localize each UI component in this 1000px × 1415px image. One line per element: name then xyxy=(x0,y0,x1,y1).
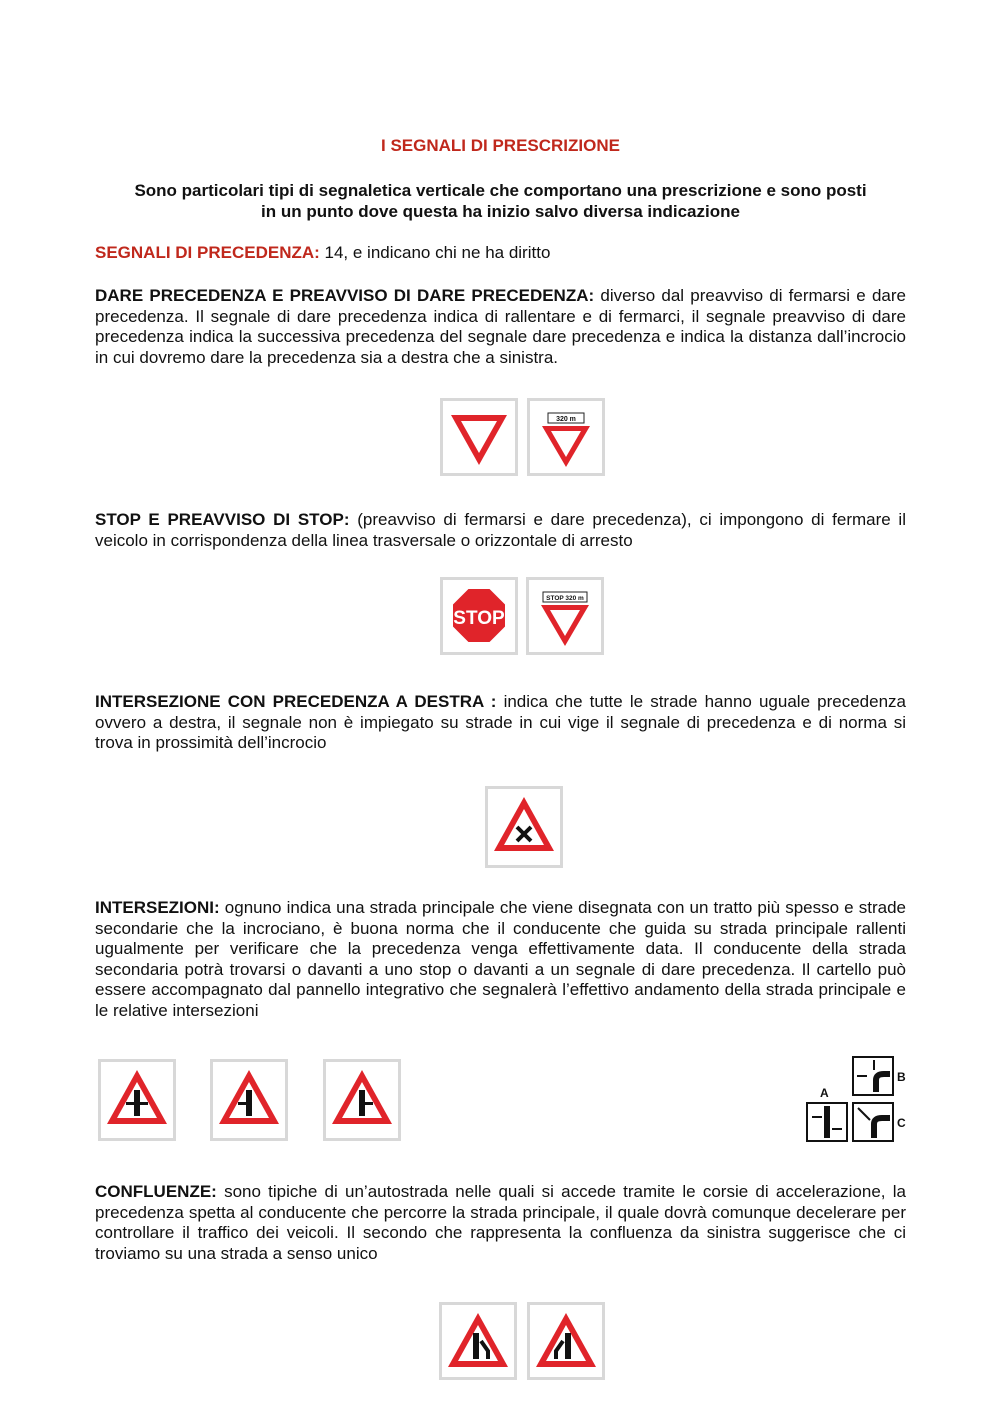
intersection-sign-1-icon xyxy=(98,1059,176,1141)
section-stop xyxy=(95,510,906,551)
section-confluenze xyxy=(95,1182,906,1264)
section-heading: SEGNALI DI PRECEDENZA: xyxy=(95,243,320,262)
section-intersezione-destra xyxy=(95,692,906,754)
merge-right-sign-icon xyxy=(439,1302,517,1380)
section-heading: STOP E PREAVVISO DI STOP: xyxy=(95,510,350,529)
section-text: diverso dal preavviso di fermarsi e dare precedenza. Il segnale di dare precedenza indica di rallentare e di fermarci, il segnale preavviso di dare precedenza indica la successiva precedenza del segnale dare precedenza e indica la distanza dall’incrocio in cui dovremo dare la precedenza sia a destra che a sinistra. xyxy=(95,286,906,367)
section-heading: INTERSEZIONI: xyxy=(95,898,220,917)
section-heading: DARE PRECEDENZA E PREAVVISO DI DARE PRECEDENZA: xyxy=(95,286,595,305)
section-text: sono tipiche di un’autostrada nelle quali si accede tramite le corsie di accelerazione, la precedenza spetta al conducente che percorre la strada principale, il quale dovrà comunque decelerare per controllare il traffico dei veicoli. Il secondo che rappresenta la confluenza da sinistra suggerisce che ci troviamo su una strada a senso unico xyxy=(95,1182,906,1263)
intersection-sign-2-icon xyxy=(210,1059,288,1141)
panel-letter-c: C xyxy=(897,1116,906,1130)
section-intersezioni xyxy=(95,898,906,1021)
section-text: ognuno indica una strada principale che viene disegnata con un tratto più spesso e strade secondarie che la incrociano, è buona norma che il conducente che guida su strada principale rallenti ugualmente per verificare che la precedenza venga effettivamente data. Il conducente della strada secondaria potrà trovarsi o davanti a uno stop o davanti a un segnale di dare precedenza. Il cartello può essere accompagnato dal pannello integrativo che segnalerà l’effettivo andamento della strada principale e le relative intersezioni xyxy=(95,898,906,1020)
panel-label: STOP 320 m xyxy=(546,595,584,602)
panel-letter-a: A xyxy=(820,1086,829,1100)
right-priority-intersection-sign-icon xyxy=(485,786,563,868)
section-heading: INTERSEZIONE CON PRECEDENZA A DESTRA : xyxy=(95,692,497,711)
subtitle-line-2: in un punto dove questa ha inizio salvo diversa indicazione xyxy=(261,202,740,221)
stop-word: STOP xyxy=(453,608,505,629)
give-way-sign-icon xyxy=(440,398,518,476)
stop-advance-sign-icon xyxy=(526,577,604,655)
section-text: 14, e indicano chi ne ha diritto xyxy=(319,243,551,262)
section-precedenza xyxy=(95,243,906,264)
stop-sign-icon xyxy=(440,577,518,655)
section-text: indica che tutte le strade hanno uguale precedenza ovvero a destra, il segnale non è impiegato su strade in cui vige il segnale di precedenza e di norma si trova in prossimità dell’incrocio xyxy=(95,692,906,752)
subtitle-line-1: Sono particolari tipi di segnaletica verticale che comportano una prescrizione e sono posti xyxy=(134,181,867,200)
give-way-advance-sign-icon xyxy=(527,398,605,476)
panel-b-icon xyxy=(852,1056,894,1096)
merge-left-sign-icon xyxy=(527,1302,605,1380)
panel-a-icon xyxy=(806,1102,848,1142)
page-subtitle xyxy=(95,180,906,222)
section-dare-precedenza xyxy=(95,286,906,368)
panel-label: 320 m xyxy=(556,416,576,423)
panel-letter-b: B xyxy=(897,1070,906,1084)
section-text: (preavviso di fermarsi e dare precedenza), ci impongono di fermare il veicolo in corrispondenza della linea trasversale o orizzontale di arresto xyxy=(95,510,906,550)
intersection-sign-3-icon xyxy=(323,1059,401,1141)
page-title: I SEGNALI DI PRESCRIZIONE xyxy=(381,136,620,155)
panel-c-icon xyxy=(852,1102,894,1142)
section-heading: CONFLUENZE: xyxy=(95,1182,217,1201)
